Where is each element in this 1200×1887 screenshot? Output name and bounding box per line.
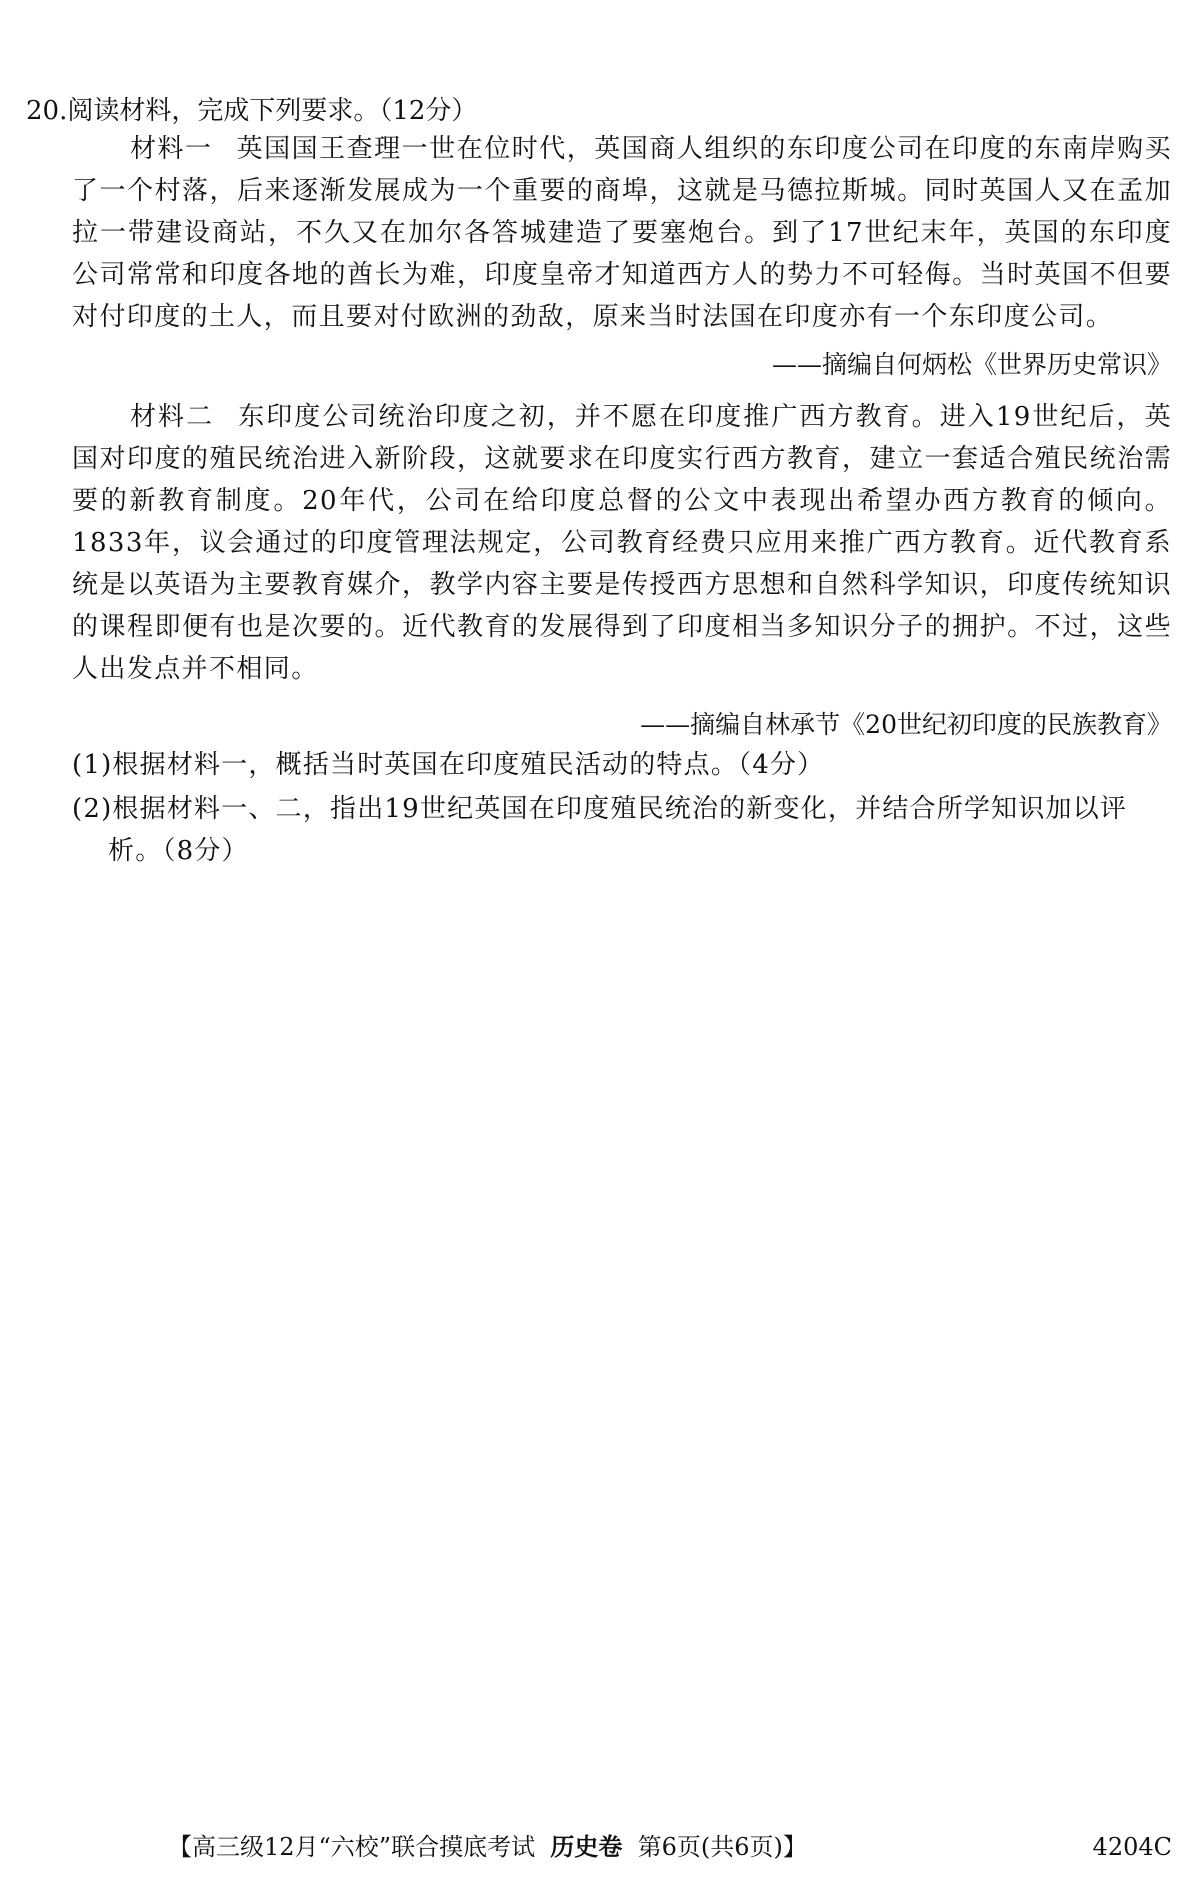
material-two-source: ——摘编自林承节《20世纪初印度的民族教育》 <box>640 710 1172 739</box>
material-one-source: ——摘编自何炳松《世界历史常识》 <box>771 350 1172 379</box>
material-one <box>72 128 1172 338</box>
question-title: 20.阅读材料，完成下列要求。（12分） <box>26 96 478 126</box>
footer-code: 4204C <box>1092 1833 1172 1861</box>
footer-left-bracket: 【 <box>168 1833 192 1861</box>
sub-question-2-line-2: 析。（8分） <box>108 836 249 866</box>
material-two-text: 东印度公司统治印度之初，并不愿在印度推广西方教育。进入19世纪后，英国对印度的殖民统治进入新阶段，这就要求在印度实行西方教育，建立一套适合殖民统治需要的新教育制度。20年代，公司在给印度总督的公文中表现出希望办西方教育的倾向。1833年，议会通过的印度管理法规定，公司教育经费只应用来推广西方教育。近代教育系统是以英语为主要教育媒介，教学内容主要是传授西方思想和自然科学知识，印度传统知识的课程即便有也是次要的。近代教育的发展得到了印度相当多知识分子的拥护。不过，这些人出发点并不相同。 <box>72 402 1173 684</box>
footer-exam-name: 高三级12月“六校”联合摸底考试 <box>192 1833 536 1861</box>
material-one-label: 材料一 <box>130 134 213 164</box>
material-two-label: 材料二 <box>130 402 215 432</box>
sub-question-2-line-1: (2)根据材料一、二，指出19世纪英国在印度殖民统治的新变化，并结合所学知识加以评 <box>72 794 1128 824</box>
footer-right-bracket: 】 <box>782 1833 807 1861</box>
sub-question-1: (1)根据材料一，概括当时英国在印度殖民活动的特点。（4分） <box>72 750 825 780</box>
page-footer <box>168 1831 807 1863</box>
sub-question-2 <box>72 788 1172 872</box>
footer-page-number: 第6页(共6页) <box>637 1833 783 1861</box>
material-one-text: 英国国王查理一世在位时代，英国商人组织的东印度公司在印度的东南岸购买了一个村落，后来逐渐发展成为一个重要的商埠，这就是马德拉斯城。同时英国人又在孟加拉一带建设商站，不久又在加尔各答城建造了要塞炮台。到了17世纪末年，英国的东印度公司常常和印度各地的酋长为难，印度皇帝才知道西方人的势力不可轻侮。当时英国不但要对付印度的土人，而且要对付欧洲的劲敌，原来当时法国在印度亦有一个东印度公司。 <box>72 134 1173 332</box>
material-two <box>72 396 1172 690</box>
footer-subject: 历史卷 <box>550 1832 623 1861</box>
